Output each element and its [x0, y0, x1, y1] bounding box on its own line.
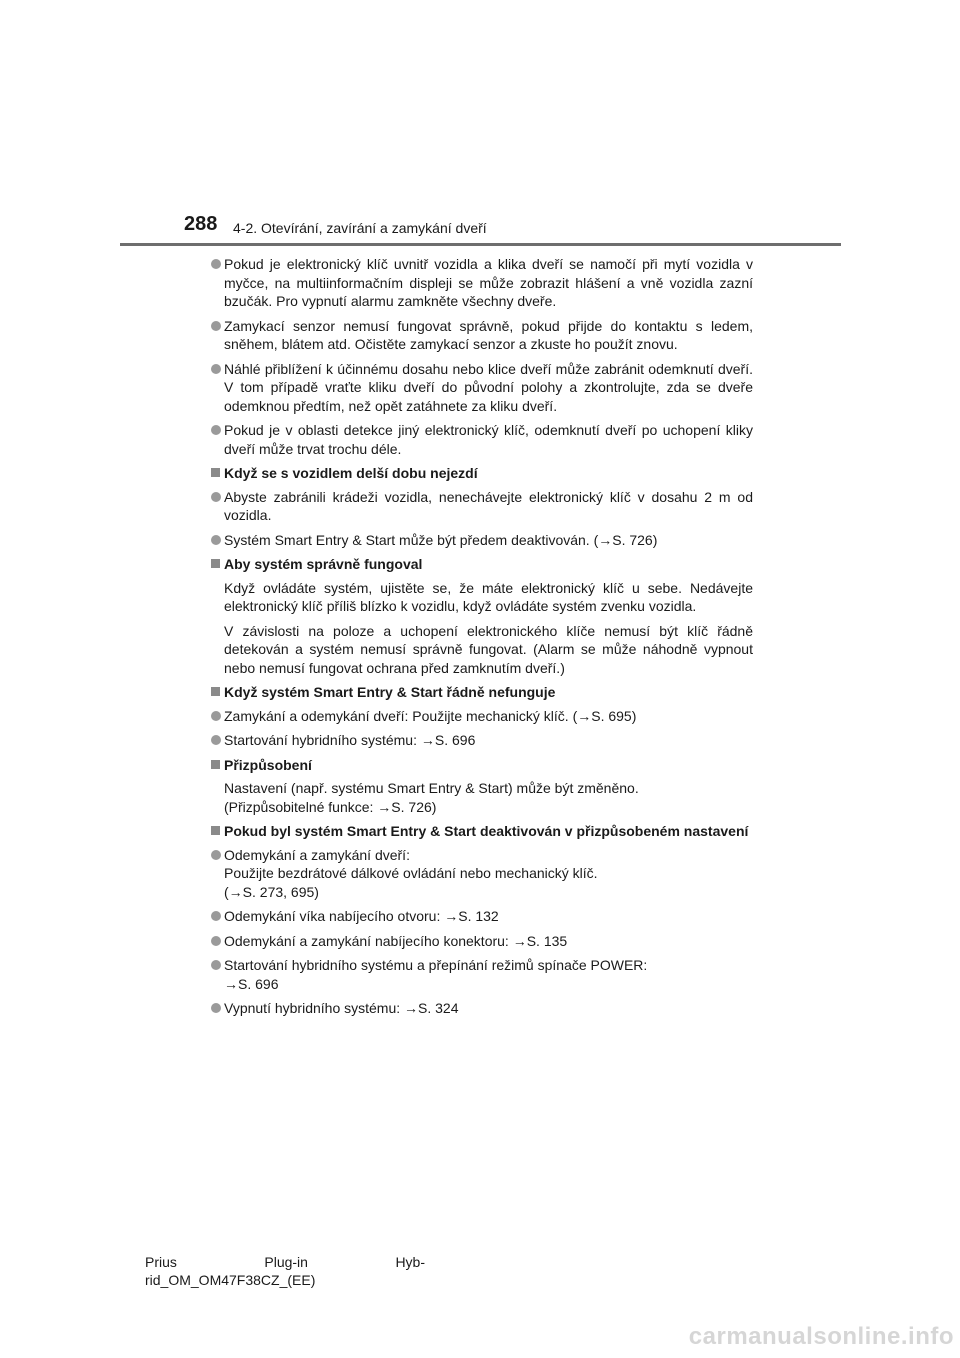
- bullet-dot-icon: [211, 936, 221, 946]
- heading-text: Přizpůsobení: [224, 756, 312, 773]
- section-heading: [210, 756, 753, 775]
- bullet-item: [210, 421, 753, 458]
- bullet-dot-icon: [211, 425, 221, 435]
- paragraph-text: V závislosti na poloze a uchopení elektronického klíče nemusí být klíč řádně detekován a systém nemusí správně fungovat. (Alarm se může náhodně vypnout nebo nemusí fungovat ochrana před zamknutím dveří.): [224, 622, 753, 676]
- paragraph: [210, 579, 753, 616]
- bullet-dot-icon: [211, 850, 221, 860]
- bullet-item: [210, 846, 753, 902]
- paragraph-text: Když ovládáte systém, ujistěte se, že máte elektronický klíč u sebe. Nedávejte elektronický klíč příliš blízko k vozidlu, když ovládáte systém zvenku vozidla.: [224, 579, 753, 614]
- paragraph: [210, 779, 753, 816]
- bullet-item: [210, 707, 753, 726]
- heading-text: Když systém Smart Entry & Start řádně nefunguje: [224, 684, 556, 700]
- heading-square-icon: [211, 559, 220, 568]
- bullet-item: [210, 907, 753, 926]
- footer-model-prius: Prius: [145, 1254, 177, 1270]
- heading-square-icon: [211, 760, 220, 769]
- bullet-dot-icon: [211, 321, 221, 331]
- bullet-dot-icon: [211, 492, 221, 502]
- bullet-item: [210, 956, 753, 993]
- bullet-text: Zamykání a odemykání dveří: Použijte mechanický klíč. (→S. 695): [224, 707, 637, 724]
- bullet-item: [210, 531, 753, 550]
- watermark-logo: carmanualsonline.info: [688, 1323, 954, 1350]
- bullet-text: Pokud je v oblasti detekce jiný elektronický klíč, odemknutí dveří po uchopení kliky dveří může trvat trochu déle.: [224, 422, 753, 457]
- bullet-dot-icon: [211, 911, 221, 921]
- heading-text: Pokud byl systém Smart Entry & Start deaktivován v přizpůsobeném nastavení: [224, 823, 749, 839]
- bullet-item: [210, 317, 753, 354]
- bullet-item: [210, 731, 753, 750]
- section-heading: [210, 822, 753, 841]
- bullet-text: Systém Smart Entry & Start může být předem deaktivován. (→S. 726): [224, 531, 658, 548]
- section-heading: [210, 555, 753, 574]
- heading-text: Když se s vozidlem delší dobu nejezdí: [224, 465, 478, 481]
- bullet-dot-icon: [211, 960, 221, 970]
- bullet-item: [210, 360, 753, 416]
- bullet-dot-icon: [211, 711, 221, 721]
- bullet-text: Odemykání víka nabíjecího otvoru: →S. 132: [224, 908, 499, 924]
- section-heading: [210, 464, 753, 483]
- header-divider: [120, 243, 841, 246]
- section-title: 4-2. Otevírání, zavírání a zamykání dveří: [233, 220, 487, 236]
- bullet-dot-icon: [211, 535, 221, 545]
- bullet-dot-icon: [211, 735, 221, 745]
- footer-model-plugin: Plug-in: [264, 1254, 308, 1270]
- page-content: [210, 255, 753, 1024]
- heading-square-icon: [211, 826, 220, 835]
- bullet-text: Vypnutí hybridního systému: →S. 324: [224, 1000, 459, 1016]
- page-number: 288: [184, 213, 218, 235]
- bullet-text: Odemykání a zamykání nabíjecího konektoru: →S. 135: [224, 932, 568, 949]
- heading-text: Aby systém správně fungoval: [224, 556, 423, 572]
- bullet-text: Pokud je elektronický klíč uvnitř vozidla a klika dveří se namočí při mytí vozidla v myčce, na multiinformačním displeji se může zobrazit hlášení a vně vozidla zazní bzučák. Pro vypnutí alarmu zamkněte všechny dveře.: [224, 256, 753, 309]
- heading-square-icon: [211, 468, 220, 477]
- bullet-dot-icon: [211, 259, 221, 269]
- bullet-text: Abyste zabránili krádeži vozidla, nenechávejte elektronický klíč v dosahu 2 m od vozidla.: [224, 488, 753, 523]
- bullet-text: Zamykací senzor nemusí fungovat správně, pokud přijde do kontaktu s ledem, sněhem, blátem atd. Očistěte zamykací senzor a zkuste ho použít znovu.: [224, 317, 753, 352]
- bullet-text: Náhlé přiblížení k účinnému dosahu nebo klice dveří může zabránit odemknutí dveří. V tom případě vraťte kliku dveří do původní polohy a zkontrolujte, zda se dveře odemknou předtím, než opět zatáhnete za kliku dveří.: [224, 360, 753, 414]
- bullet-dot-icon: [211, 364, 221, 374]
- bullet-item: [210, 488, 753, 525]
- bullet-text: Startování hybridního systému a přepínání režimů spínače POWER: →S. 696: [224, 957, 648, 992]
- heading-square-icon: [211, 687, 220, 696]
- bullet-text: Startování hybridního systému: →S. 696: [224, 732, 476, 748]
- bullet-text: Odemykání a zamykání dveří: Použijte bezdrátové dálkové ovládání nebo mechanický klíč. (→S. 273, 695): [224, 846, 598, 900]
- footer-model-hybrid: Hyb-: [395, 1254, 425, 1270]
- footer-document-code: rid_OM_OM47F38CZ_(EE): [145, 1272, 316, 1288]
- bullet-item: [210, 932, 753, 951]
- bullet-item: [210, 255, 753, 311]
- paragraph-text: Nastavení (např. systému Smart Entry & Start) může být změněno. (Přizpůsobitelné funkce: →S. 726): [224, 780, 639, 815]
- section-heading: [210, 683, 753, 702]
- bullet-item: [210, 999, 753, 1018]
- paragraph: [210, 622, 753, 678]
- bullet-dot-icon: [211, 1003, 221, 1013]
- footer: [145, 1253, 425, 1289]
